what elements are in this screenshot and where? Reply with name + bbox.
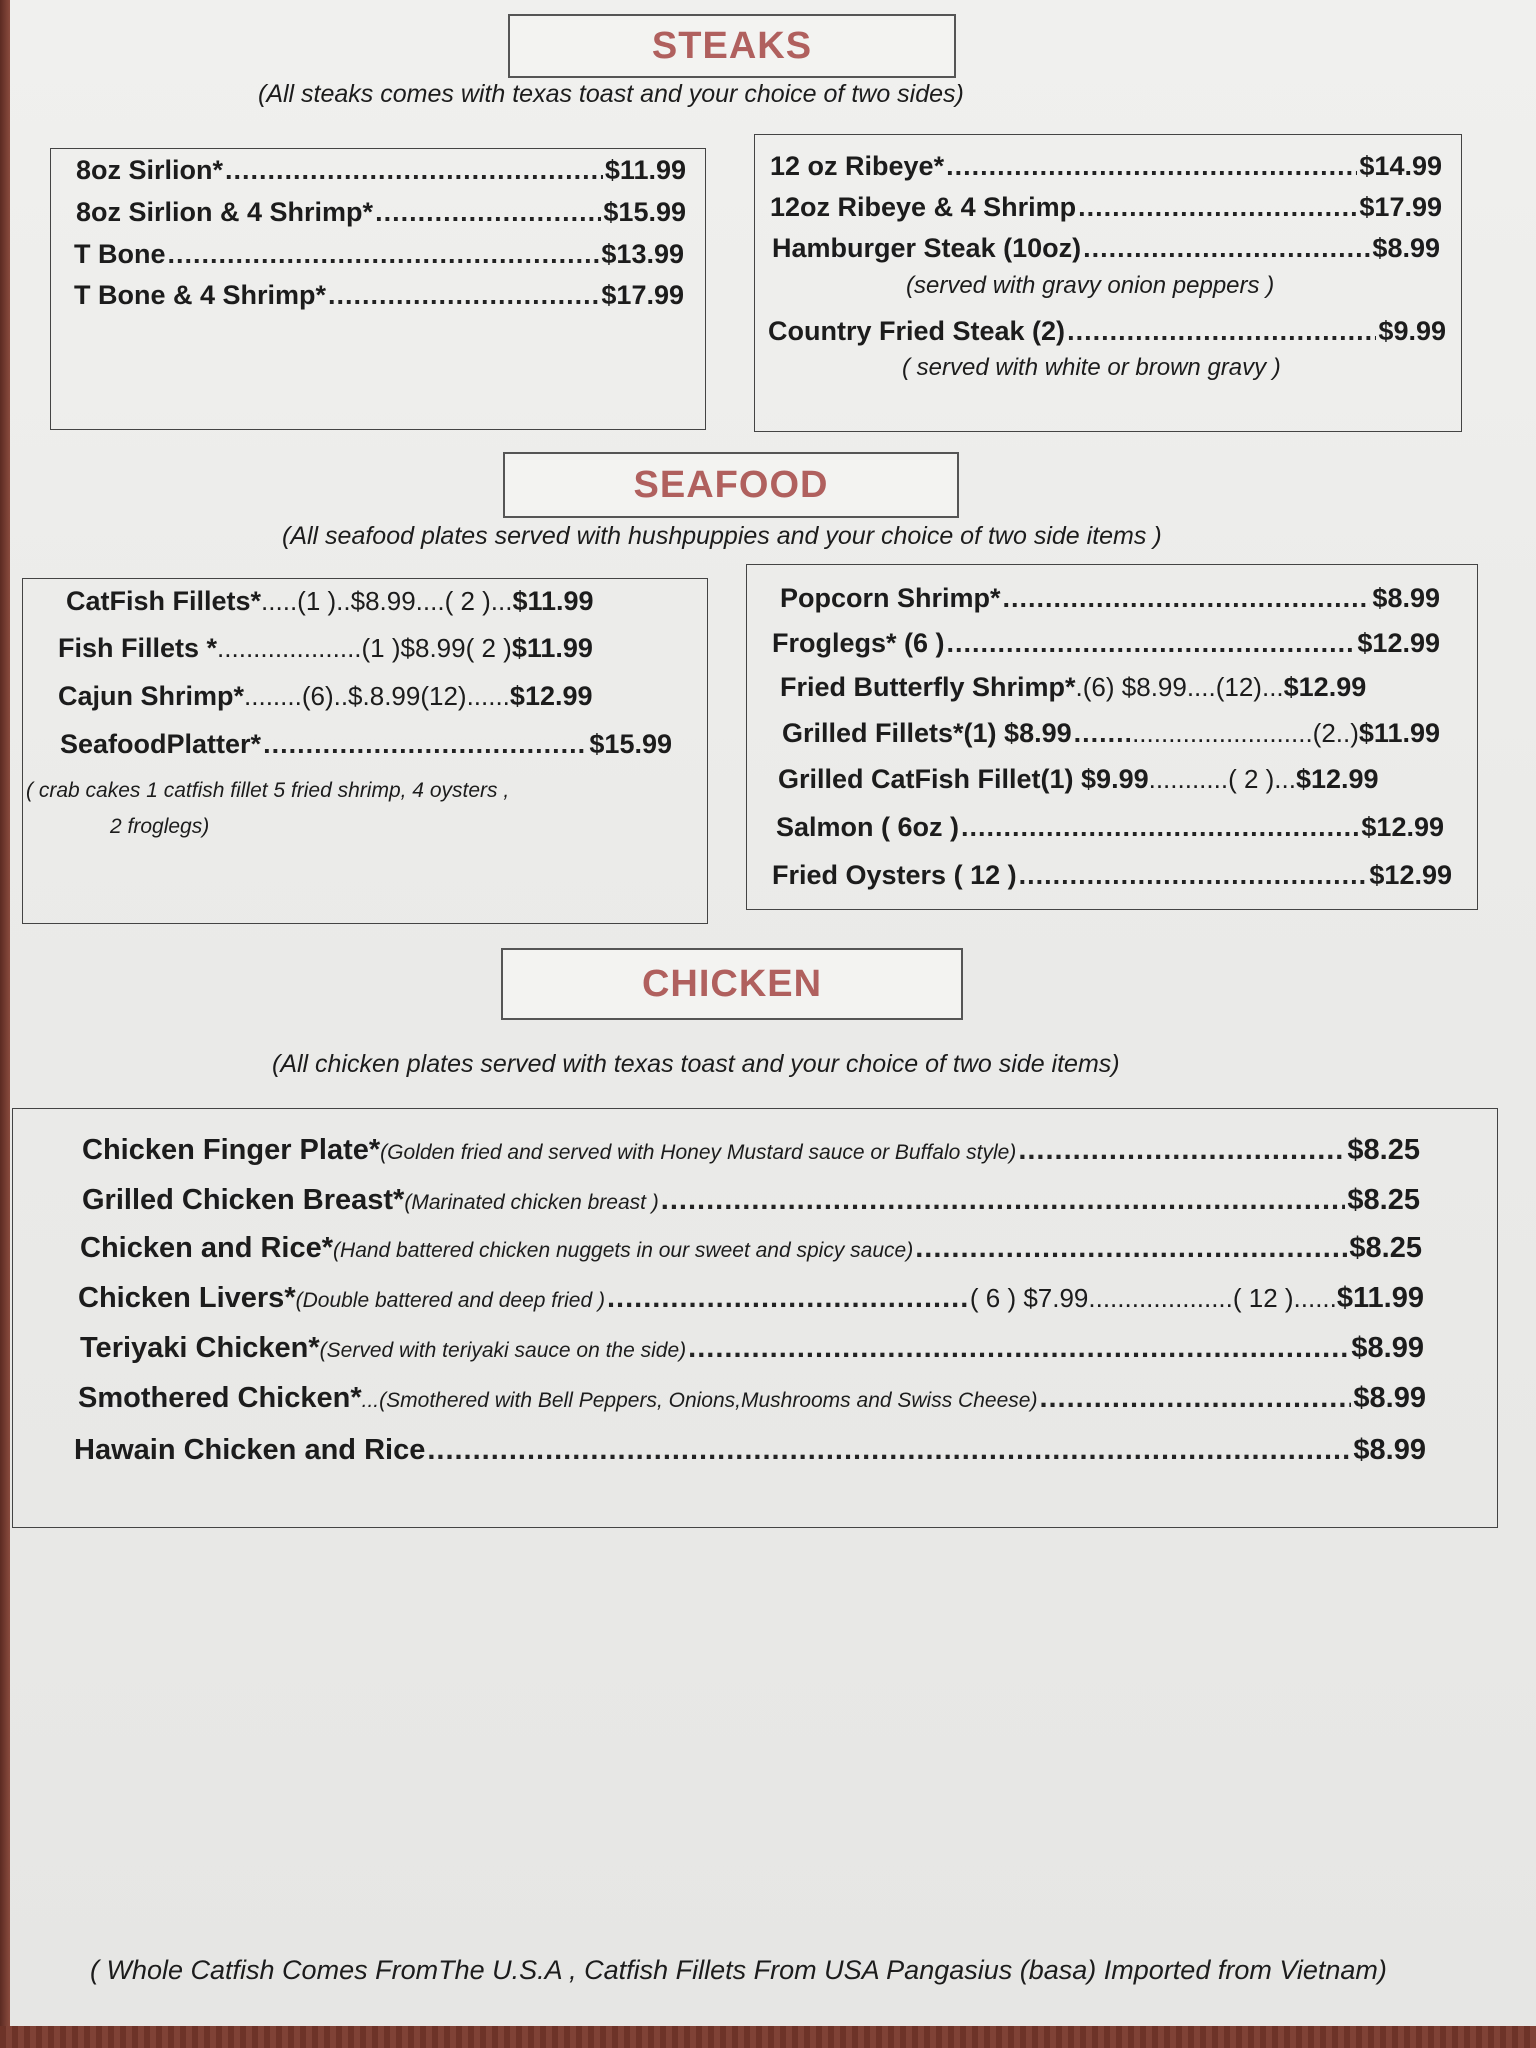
menu-item: Grilled Chicken Breast* (Marinated chicken breast ) ..... $8.25 — [82, 1184, 1420, 1217]
menu-item: Fried Butterfly Shrimp* .(6) $8.99....(12)... $12.99 — [780, 672, 1367, 702]
menu-item: Popcorn Shrimp* ..... $8.99 — [780, 583, 1440, 614]
seafood-title: SEAFOOD — [503, 452, 959, 518]
menu-item: Salmon ( 6oz ) ..... $12.99 — [776, 812, 1444, 843]
menu-item: 12 oz Ribeye* ..... $14.99 — [770, 151, 1442, 182]
menu-item: Chicken Livers* (Double battered and deep fried ) ..... ( 6 ) $7.99....................( 12 )...... $11.99 — [78, 1282, 1424, 1315]
item-note: ( served with white or brown gravy ) — [902, 354, 1281, 381]
chicken-subtitle: (All chicken plates served with texas toast and your choice of two side items) — [272, 1050, 1120, 1078]
menu-item: Chicken and Rice* (Hand battered chicken nuggets in our sweet and spicy sauce) ..... $8.25 — [80, 1232, 1422, 1265]
steaks-title: STEAKS — [508, 14, 956, 78]
menu-item: CatFish Fillets* .....(1 )..$8.99....( 2 )... $11.99 — [66, 586, 594, 616]
menu-item: Teriyaki Chicken* (Served with teriyaki sauce on the side) ..... $8.99 — [80, 1332, 1424, 1365]
seafood-subtitle: (All seafood plates served with hushpuppies and your choice of two side items ) — [282, 522, 1162, 550]
menu-item: Smothered Chicken* ...(Smothered with Bell Peppers, Onions,Mushrooms and Swiss Cheese) ..... $8.99 — [78, 1382, 1426, 1415]
menu-item: 8oz Sirlion & 4 Shrimp* ..... $15.99 — [76, 197, 686, 228]
menu-item: Chicken Finger Plate* (Golden fried and served with Honey Mustard sauce or Buffalo style) ..... $8.25 — [82, 1134, 1420, 1167]
chicken-title: CHICKEN — [501, 948, 963, 1020]
menu-item: Fried Oysters ( 12 ) ..... $12.99 — [772, 860, 1452, 891]
item-note: 2 froglegs) — [110, 815, 210, 838]
item-note: (served with gravy onion peppers ) — [906, 272, 1275, 299]
menu-cover-edge — [0, 0, 10, 2048]
menu-item: Country Fried Steak (2) ..... $9.99 — [768, 316, 1446, 347]
menu-item: Fish Fillets * ....................(1 )$8.99( 2 ) $11.99 — [58, 633, 593, 663]
menu-item: Grilled Fillets*(1) $8.99 ..... .........................(2..) $11.99 — [782, 718, 1440, 749]
item-note: ( crab cakes 1 catfish fillet 5 fried shrimp, 4 oysters , — [26, 779, 510, 802]
menu-item: Hawain Chicken and Rice ..... $8.99 — [74, 1434, 1426, 1467]
steaks-subtitle: (All steaks comes with texas toast and your choice of two sides) — [258, 80, 964, 108]
menu-item: T Bone ..... $13.99 — [74, 239, 684, 270]
menu-item: 8oz Sirlion* ..... $11.99 — [76, 155, 686, 186]
menu-item: 12oz Ribeye & 4 Shrimp ..... $17.99 — [770, 192, 1442, 223]
menu-item: Hamburger Steak (10oz) ..... $8.99 — [772, 233, 1440, 264]
menu-item: Froglegs* (6 ) ..... $12.99 — [772, 628, 1440, 659]
menu-item: SeafoodPlatter* ..... $15.99 — [60, 729, 672, 760]
catfish-origin-note: ( Whole Catfish Comes FromThe U.S.A , Catfish Fillets From USA Pangasius (basa) Imported from Vietnam) — [90, 1955, 1387, 1985]
menu-cover-edge — [0, 2026, 1536, 2048]
menu-item: Grilled CatFish Fillet(1) $9.99 ...........( 2 )... $12.99 — [778, 764, 1379, 794]
menu-item: Cajun Shrimp* ........(6)..$.8.99(12)...... $12.99 — [58, 681, 593, 711]
menu-item: T Bone & 4 Shrimp* ..... $17.99 — [74, 280, 684, 311]
